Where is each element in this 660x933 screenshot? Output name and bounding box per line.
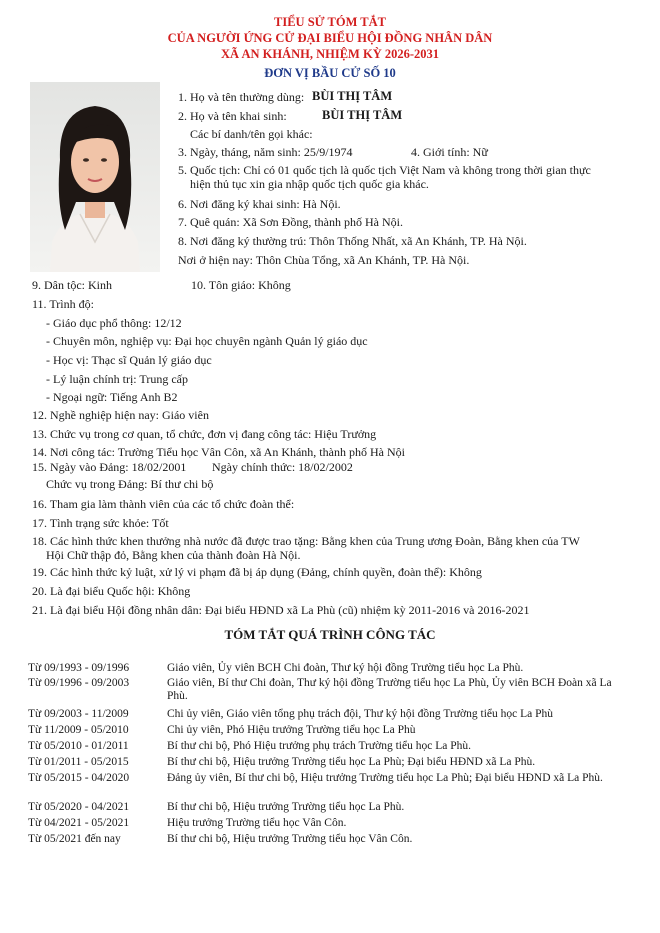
work-date: Từ 05/2021 đến nay <box>28 833 121 845</box>
doc-title: TIỂU SỬ TÓM TẮT <box>274 15 386 29</box>
workplace-field: 14. Nơi công tác: Trường Tiểu học Vân Côn, xã An Khánh, thành phố Hà Nội <box>32 445 405 459</box>
work-date: Từ 09/2003 - 11/2009 <box>28 708 129 720</box>
name-birth-label: 2. Họ và tên khai sinh: <box>178 109 287 123</box>
work-date: Từ 05/2015 - 04/2020 <box>28 772 130 784</box>
work-date: Từ 09/1993 - 09/1996 <box>28 662 130 674</box>
work-history-title: TÓM TẮT QUÁ TRÌNH CÔNG TÁC <box>224 627 436 642</box>
birth-registration: 6. Nơi đăng ký khai sinh: Hà Nội. <box>178 197 341 211</box>
work-date: Từ 01/2011 - 05/2015 <box>28 756 129 768</box>
council-field: 21. Là đại biểu Hội đồng nhân dân: Đại biểu HĐND xã La Phù (cũ) nhiệm kỳ 2011-2016 và 2016-2021 <box>32 603 530 617</box>
work-description: Giáo viên, Ủy viên BCH Chi đoàn, Thư ký hội đồng Trường tiểu học La Phù. <box>167 662 524 674</box>
work-description: Hiệu trưởng Trường tiểu học Vân Côn. <box>167 817 347 829</box>
party-official-date: Ngày chính thức: 18/02/2002 <box>212 460 353 474</box>
nationality-line2: hiện thủ tục xin gia nhập quốc tịch quốc gia khác. <box>190 177 429 191</box>
name-common-value: BÙI THỊ TÂM <box>312 89 393 103</box>
religion-field: 10. Tôn giáo: Không <box>191 278 291 292</box>
education-title: 11. Trình độ: <box>32 297 94 311</box>
doc-commune: XÃ AN KHÁNH, NHIỆM KỲ 2026-2031 <box>220 47 440 61</box>
position-field: 13. Chức vụ trong cơ quan, tổ chức, đơn vị đang công tác: Hiệu Trưởng <box>32 427 377 441</box>
awards-line1: 18. Các hình thức khen thưởng nhà nước đã được trao tặng: Bằng khen của Trung ương Đoàn, Bằng khen của TW <box>32 534 580 548</box>
ethnicity-field: 9. Dân tộc: Kinh <box>32 278 112 292</box>
work-date: Từ 05/2010 - 01/2011 <box>28 740 129 752</box>
nationality-line1: 5. Quốc tịch: Chỉ có 01 quốc tịch là quốc tịch Việt Nam và không trong thời gian thực <box>178 163 591 177</box>
name-common-label: 1. Họ và tên thường dùng: <box>178 90 305 104</box>
work-description: Đảng ủy viên, Bí thư chi bộ, Hiệu trưởng Trường tiểu học La Phù; Đại biểu HĐND xã La Phù. <box>167 772 603 784</box>
party-role: Chức vụ trong Đảng: Bí thư chi bộ <box>46 477 214 491</box>
work-description: Bí thư chi bộ, Hiệu trưởng Trường tiểu học Vân Côn. <box>167 833 413 845</box>
name-birth-value: BÙI THỊ TÂM <box>322 108 403 122</box>
health-field: 17. Tình trạng sức khỏe: Tốt <box>32 516 169 530</box>
work-date: Từ 09/1996 - 09/2003 <box>28 677 130 689</box>
education-degree: - Học vị: Thạc sĩ Quản lý giáo dục <box>46 353 212 367</box>
party-join-date: 15. Ngày vào Đảng: 18/02/2001 <box>32 460 187 474</box>
work-description: Bí thư chi bộ, Hiệu trưởng Trường tiểu học La Phù. <box>167 801 405 813</box>
organizations-field: 16. Tham gia làm thành viên của các tổ chức đoàn thể: <box>32 497 295 511</box>
education-politics: - Lý luận chính trị: Trung cấp <box>46 372 188 386</box>
constituency: ĐƠN VỊ BẦU CỬ SỐ 10 <box>264 66 396 80</box>
work-description: Chi ủy viên, Giáo viên tổng phụ trách đội, Thư ký hội đồng Trường tiểu học La Phù <box>167 708 553 720</box>
current-residence: Nơi ở hiện nay: Thôn Chùa Tổng, xã An Khánh, TP. Hà Nội. <box>178 253 470 267</box>
work-description: Chi ủy viên, Phó Hiệu trưởng Trường tiểu học La Phù <box>167 724 416 736</box>
education-general: - Giáo dục phổ thông: 12/12 <box>46 316 182 330</box>
education-language: - Ngoại ngữ: Tiếng Anh B2 <box>46 390 178 404</box>
portrait-photo <box>30 82 160 272</box>
aliases-field: Các bí danh/tên gọi khác: <box>190 127 313 141</box>
gender-field: 4. Giới tính: Nữ <box>411 145 488 159</box>
doc-subtitle: CỦA NGƯỜI ỨNG CỬ ĐẠI BIỂU HỘI ĐỒNG NHÂN DÂN <box>167 31 493 45</box>
national-assembly-field: 20. Là đại biểu Quốc hội: Không <box>32 584 191 598</box>
work-description: Giáo viên, Bí thư Chi đoàn, Thư ký hội đồng Trường tiểu học La Phù, Ủy viên BCH Đoàn xã La Phù. <box>167 677 612 702</box>
awards-line2: Hội Chữ thập đỏ, Bằng khen của thành đoàn Hà Nội. <box>46 548 301 562</box>
work-description: Bí thư chi bộ, Phó Hiệu trưởng phụ trách Trường tiểu học La Phù. <box>167 740 471 752</box>
work-date: Từ 05/2020 - 04/2021 <box>28 801 130 813</box>
education-major: - Chuyên môn, nghiệp vụ: Đại học chuyên ngành Quản lý giáo dục <box>46 334 368 348</box>
work-description: Bí thư chi bộ, Hiệu trưởng Trường tiểu học La Phù; Đại biểu HĐND xã La Phù. <box>167 756 536 768</box>
work-date: Từ 11/2009 - 05/2010 <box>28 724 129 736</box>
discipline-field: 19. Các hình thức kỷ luật, xử lý vi phạm đã bị áp dụng (Đảng, chính quyền, đoàn thể): Không <box>32 565 482 579</box>
dob-field: 3. Ngày, tháng, năm sinh: 25/9/1974 <box>178 145 353 159</box>
work-date: Từ 04/2021 - 05/2021 <box>28 817 130 829</box>
hometown-field: 7. Quê quán: Xã Sơn Đồng, thành phố Hà Nội. <box>178 215 403 229</box>
occupation-field: 12. Nghề nghiệp hiện nay: Giáo viên <box>32 408 209 422</box>
permanent-residence: 8. Nơi đăng ký thường trú: Thôn Thống Nhất, xã An Khánh, TP. Hà Nội. <box>178 234 527 248</box>
